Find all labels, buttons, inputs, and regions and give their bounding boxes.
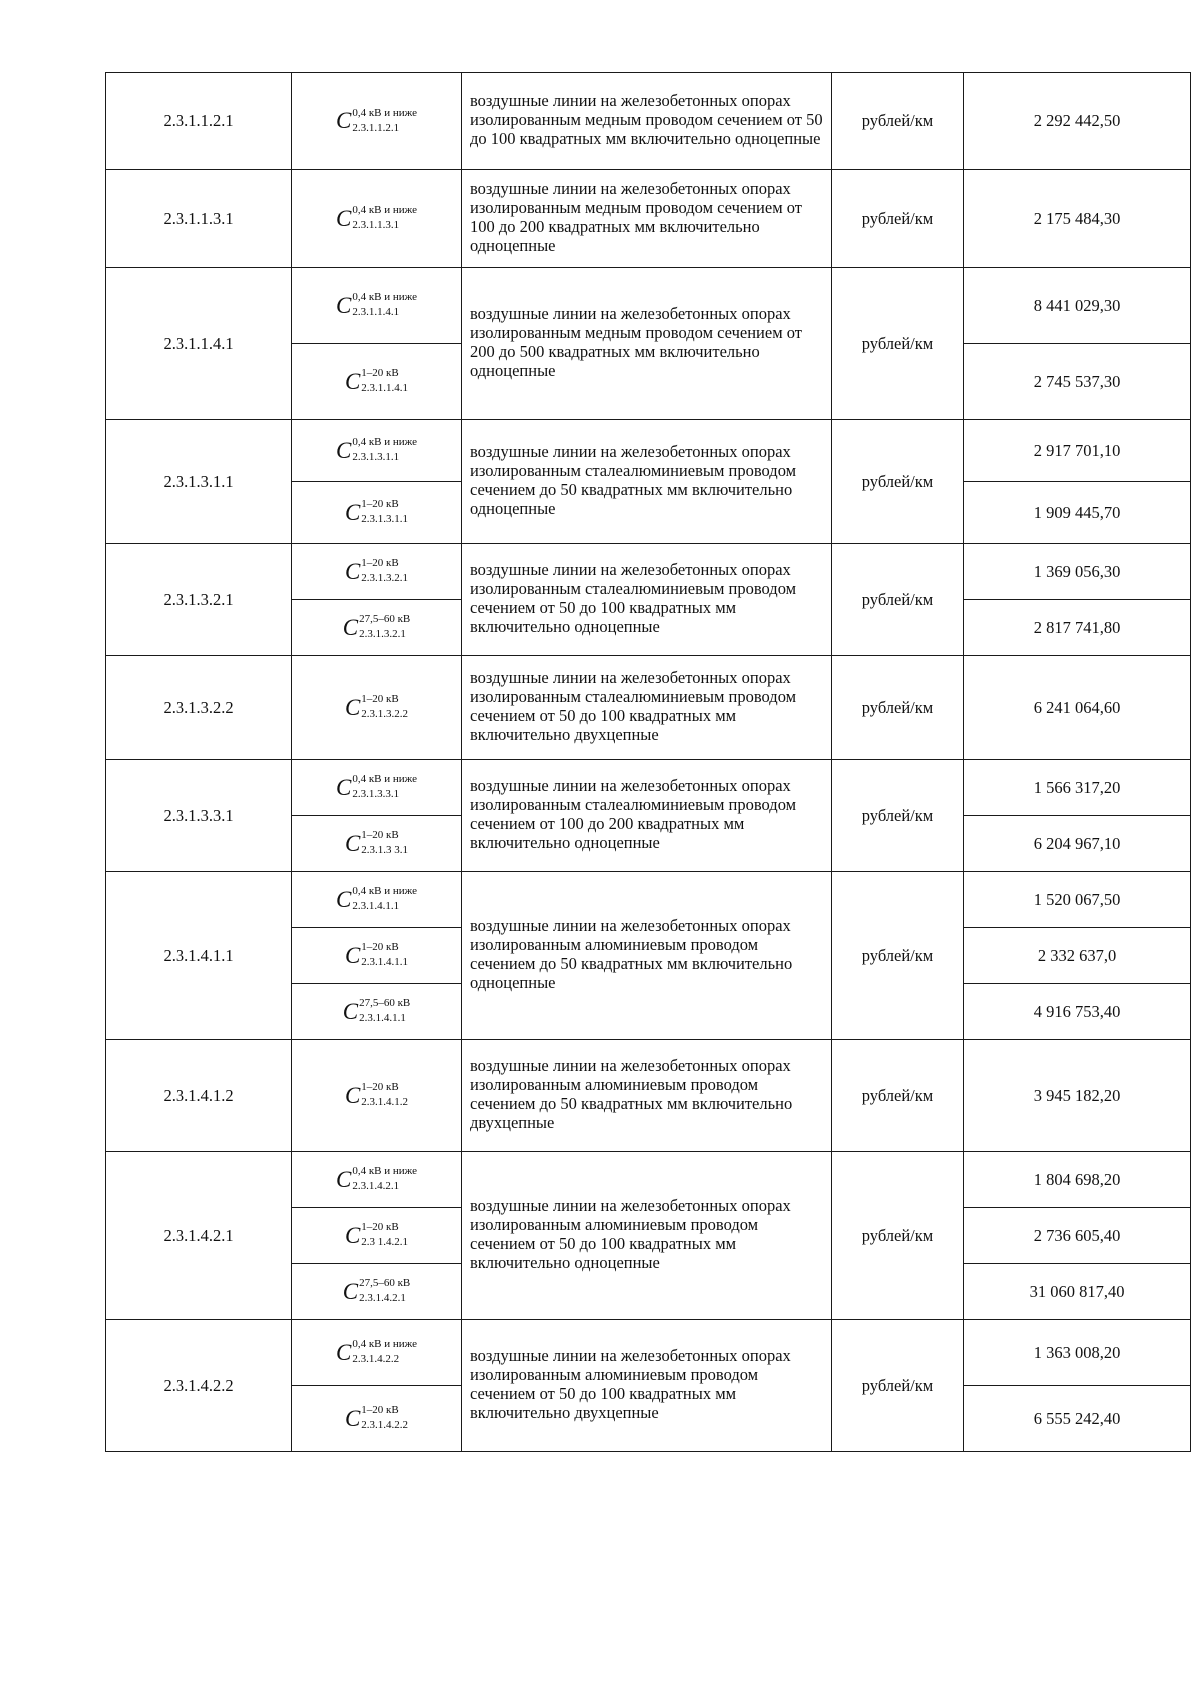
cost-symbol [345, 943, 408, 967]
row-description: воздушные линии на железобетонных опорах изолированным алюминиевым проводом сечением до 50 квадратных мм включительно одноцепные [462, 872, 832, 1040]
cost-symbol [336, 887, 417, 911]
voltage-superscript: 27,5–60 кВ [359, 1277, 411, 1290]
code-subscript: 2.3.1.3.1.1 [361, 513, 409, 526]
cost-symbol [343, 615, 411, 639]
row-code: 2.3.1.4.2.2 [106, 1320, 292, 1452]
voltage-superscript: 1–20 кВ [361, 829, 399, 842]
row-value: 1 369 056,30 [964, 544, 1191, 600]
row-code: 2.3.1.3.1.1 [106, 420, 292, 544]
code-subscript: 2.3.1.3.2.1 [361, 572, 409, 585]
cost-symbol-letter: C [335, 886, 352, 912]
cost-symbol-scripts [361, 943, 408, 967]
row-code: 2.3.1.4.1.2 [106, 1040, 292, 1152]
voltage-superscript: 0,4 кВ и ниже [352, 773, 418, 786]
cost-symbol-scripts [359, 615, 410, 639]
cost-symbol-cell [292, 928, 462, 984]
cost-symbol-scripts [352, 293, 417, 317]
table-row [106, 872, 1191, 928]
cost-symbol-letter: C [344, 942, 361, 968]
cost-symbol-letter: C [344, 499, 361, 525]
row-value: 6 241 064,60 [964, 656, 1191, 760]
cost-symbol-letter: C [342, 1278, 359, 1304]
voltage-superscript: 1–20 кВ [361, 1221, 399, 1234]
code-subscript: 2.3.1.3.3.1 [352, 788, 400, 801]
row-description: воздушные линии на железобетонных опорах изолированным сталеалюминиевым проводом сечением от 50 до 100 квадратных мм включительно одноцепные [462, 544, 832, 656]
cost-symbol-cell [292, 73, 462, 170]
table-row [106, 170, 1191, 268]
cost-symbol-letter: C [344, 368, 361, 394]
row-value: 2 917 701,10 [964, 420, 1191, 482]
code-subscript: 2.3.1.4.1.1 [359, 1012, 406, 1025]
cost-symbol-scripts [352, 775, 417, 799]
cost-symbol [345, 369, 408, 393]
voltage-superscript: 1–20 кВ [361, 1081, 399, 1094]
row-value: 8 441 029,30 [964, 268, 1191, 344]
cost-symbol-scripts [352, 206, 417, 230]
code-subscript: 2.3.1.4.2.1 [352, 1180, 400, 1193]
cost-symbol-scripts [359, 999, 410, 1023]
voltage-superscript: 0,4 кВ и ниже [352, 1165, 418, 1178]
row-value: 2 817 741,80 [964, 600, 1191, 656]
row-code: 2.3.1.4.1.1 [106, 872, 292, 1040]
row-value: 1 566 317,20 [964, 760, 1191, 816]
cost-symbol [336, 293, 417, 317]
cost-symbol-letter: C [344, 558, 361, 584]
cost-symbol [343, 999, 411, 1023]
cost-symbol-scripts [352, 1167, 417, 1191]
cost-symbol-cell [292, 344, 462, 420]
table-row [106, 656, 1191, 760]
voltage-superscript: 0,4 кВ и ниже [352, 291, 418, 304]
table-row [106, 268, 1191, 344]
table-row [106, 760, 1191, 816]
row-value: 6 204 967,10 [964, 816, 1191, 872]
code-subscript: 2.3.1.4.2.1 [359, 1292, 406, 1305]
cost-symbol-cell [292, 1320, 462, 1386]
voltage-superscript: 1–20 кВ [361, 367, 399, 380]
code-subscript: 2.3.1.4.1.2 [361, 1096, 409, 1109]
row-value: 1 520 067,50 [964, 872, 1191, 928]
cost-symbol-letter: C [335, 437, 352, 463]
tariff-table [105, 72, 1191, 1452]
row-value: 2 736 605,40 [964, 1208, 1191, 1264]
row-value: 2 745 537,30 [964, 344, 1191, 420]
cost-symbol [335, 106, 418, 134]
voltage-superscript: 1–20 кВ [361, 498, 399, 511]
cost-symbol-cell [292, 1264, 462, 1320]
row-unit: рублей/км [832, 544, 964, 656]
cost-symbol-letter: C [344, 694, 361, 720]
cost-symbol-letter: C [335, 292, 352, 318]
table-row [106, 73, 1191, 170]
cost-symbol-cell [292, 984, 462, 1040]
row-unit: рублей/км [832, 420, 964, 544]
voltage-superscript: 1–20 кВ [361, 557, 399, 570]
row-unit: рублей/км [832, 1040, 964, 1152]
cost-symbol-letter: C [335, 1166, 352, 1192]
cost-symbol-scripts [361, 1406, 408, 1430]
row-description: воздушные линии на железобетонных опорах изолированным алюминиевым проводом сечением от 50 до 100 квадратных мм включительно двухцепные [462, 1320, 832, 1452]
row-value: 2 332 637,0 [964, 928, 1191, 984]
voltage-superscript: 1–20 кВ [361, 1404, 399, 1417]
voltage-superscript: 27,5–60 кВ [359, 997, 411, 1010]
cost-symbol-cell [292, 1152, 462, 1208]
row-unit: рублей/км [832, 170, 964, 268]
row-code: 2.3.1.1.4.1 [106, 268, 292, 420]
row-description: воздушные линии на железобетонных опорах изолированным сталеалюминиевым проводом сечением от 50 до 100 квадратных мм включительно двухцепные [462, 656, 832, 760]
cost-symbol [345, 559, 408, 583]
cost-symbol-cell [292, 170, 462, 268]
cost-symbol-cell [292, 1208, 462, 1264]
voltage-superscript: 0,4 кВ и ниже [352, 204, 418, 217]
tariff-table-body [106, 73, 1191, 1452]
table-row [106, 1152, 1191, 1208]
cost-symbol-letter: C [344, 1222, 361, 1248]
cost-symbol-scripts [352, 887, 417, 911]
cost-symbol [345, 500, 408, 524]
cost-symbol [345, 1223, 408, 1247]
row-unit: рублей/км [832, 760, 964, 872]
row-value: 4 916 753,40 [964, 984, 1191, 1040]
row-unit: рублей/км [832, 1320, 964, 1452]
row-value: 1 804 698,20 [964, 1152, 1191, 1208]
voltage-superscript: 0,4 кВ и ниже [352, 436, 418, 449]
cost-symbol [336, 1167, 417, 1191]
cost-symbol-letter: C [342, 614, 359, 640]
cost-symbol-letter: C [335, 205, 352, 231]
code-subscript: 2.3.1.4.1.1 [361, 956, 409, 969]
cost-symbol-letter: C [344, 1082, 361, 1108]
code-subscript: 2.3.1.3.1.1 [352, 451, 400, 464]
cost-symbol-scripts [361, 1223, 408, 1247]
code-subscript: 2.3.1.4.2.2 [352, 1353, 400, 1366]
row-unit: рублей/км [832, 872, 964, 1040]
cost-symbol-scripts [359, 1279, 410, 1303]
row-value: 2 175 484,30 [964, 170, 1191, 268]
code-subscript: 2.3.1.4.1.1 [352, 900, 400, 913]
table-row [106, 420, 1191, 482]
row-description: воздушные линии на железобетонных опорах изолированным медным проводом сечением от 50 до 100 квадратных мм включительно одноцепные [462, 73, 832, 170]
cost-symbol [336, 438, 417, 462]
cost-symbol-cell [292, 816, 462, 872]
row-value: 2 292 442,50 [964, 73, 1191, 170]
row-description: воздушные линии на железобетонных опорах изолированным медным проводом сечением от 200 до 500 квадратных мм включительно одноцепные [462, 268, 832, 420]
code-subscript: 2.3 1.4.2.1 [361, 1236, 409, 1249]
cost-symbol-letter: C [342, 998, 359, 1024]
voltage-superscript: 0,4 кВ и ниже [352, 885, 418, 898]
code-subscript: 2.3.1.1.3.1 [352, 219, 400, 232]
cost-symbol-letter: C [344, 830, 361, 856]
code-subscript: 2.3.1.3.2.2 [361, 708, 409, 721]
cost-symbol-cell [292, 420, 462, 482]
cost-symbol-cell [292, 544, 462, 600]
cost-symbol [345, 695, 408, 719]
row-unit: рублей/км [832, 656, 964, 760]
cost-symbol [345, 1406, 408, 1430]
row-value: 1 909 445,70 [964, 482, 1191, 544]
cost-symbol-cell [292, 760, 462, 816]
row-description: воздушные линии на железобетонных опорах изолированным алюминиевым проводом сечением от 50 до 100 квадратных мм включительно одноцепные [462, 1152, 832, 1320]
cost-symbol-scripts [352, 1340, 417, 1364]
row-description: воздушные линии на железобетонных опорах изолированным медным проводом сечением от 100 до 200 квадратных мм включительно одноцепные [462, 170, 832, 268]
row-code: 2.3.1.3.2.2 [106, 656, 292, 760]
row-description: воздушные линии на железобетонных опорах изолированным алюминиевым проводом сечением до 50 квадратных мм включительно двухцепные [462, 1040, 832, 1152]
table-row [106, 544, 1191, 600]
row-description: воздушные линии на железобетонных опорах изолированным сталеалюминиевым проводом сечением от 100 до 200 квадратных мм включительно одноцепные [462, 760, 832, 872]
cost-symbol-scripts [361, 369, 408, 393]
row-unit: рублей/км [832, 268, 964, 420]
row-value: 3 945 182,20 [964, 1040, 1191, 1152]
cost-symbol-cell [292, 872, 462, 928]
cost-symbol-scripts [361, 831, 408, 855]
cost-symbol-letter: C [335, 774, 352, 800]
cost-symbol-scripts [361, 500, 408, 524]
row-description: воздушные линии на железобетонных опорах изолированным сталеалюминиевым проводом сечением до 50 квадратных мм включительно одноцепные [462, 420, 832, 544]
cost-symbol-letter: C [335, 108, 352, 134]
table-row [106, 1320, 1191, 1386]
row-code: 2.3.1.3.3.1 [106, 760, 292, 872]
cost-symbol-letter: C [335, 1339, 352, 1365]
row-value: 1 363 008,20 [964, 1320, 1191, 1386]
code-subscript: 2.3.1.1.4.1 [361, 382, 409, 395]
cost-symbol-scripts [352, 438, 417, 462]
cost-symbol [343, 1279, 411, 1303]
cost-symbol [336, 206, 417, 230]
code-subscript: 2.3.1.3 3.1 [361, 844, 409, 857]
row-code: 2.3.1.1.3.1 [106, 170, 292, 268]
code-subscript: 2.3.1.1.4.1 [352, 306, 400, 319]
row-value: 31 060 817,40 [964, 1264, 1191, 1320]
row-value: 6 555 242,40 [964, 1386, 1191, 1452]
cost-symbol-cell [292, 1386, 462, 1452]
code-subscript: 2.3.1.1.2.1 [352, 121, 400, 134]
row-code: 2.3.1.3.2.1 [106, 544, 292, 656]
cost-symbol-letter: C [344, 1405, 361, 1431]
cost-symbol-cell [292, 268, 462, 344]
cost-symbol-scripts [352, 106, 418, 134]
cost-symbol [345, 1083, 408, 1107]
code-subscript: 2.3.1.3.2.1 [359, 628, 406, 641]
voltage-superscript: 1–20 кВ [361, 693, 399, 706]
voltage-superscript: 0,4 кВ и ниже [352, 106, 418, 119]
row-code: 2.3.1.1.2.1 [106, 73, 292, 170]
cost-symbol-cell [292, 482, 462, 544]
voltage-superscript: 27,5–60 кВ [359, 613, 411, 626]
row-code: 2.3.1.4.2.1 [106, 1152, 292, 1320]
cost-symbol-cell [292, 600, 462, 656]
voltage-superscript: 0,4 кВ и ниже [352, 1338, 418, 1351]
cost-symbol [336, 1340, 417, 1364]
row-unit: рублей/км [832, 73, 964, 170]
code-subscript: 2.3.1.4.2.2 [361, 1419, 409, 1432]
cost-symbol-scripts [361, 559, 408, 583]
table-row [106, 1040, 1191, 1152]
cost-symbol-scripts [361, 695, 408, 719]
cost-symbol-scripts [361, 1083, 408, 1107]
voltage-superscript: 1–20 кВ [361, 941, 399, 954]
cost-symbol-cell [292, 656, 462, 760]
cost-symbol [345, 831, 408, 855]
cost-symbol-cell [292, 1040, 462, 1152]
row-unit: рублей/км [832, 1152, 964, 1320]
cost-symbol [336, 775, 417, 799]
